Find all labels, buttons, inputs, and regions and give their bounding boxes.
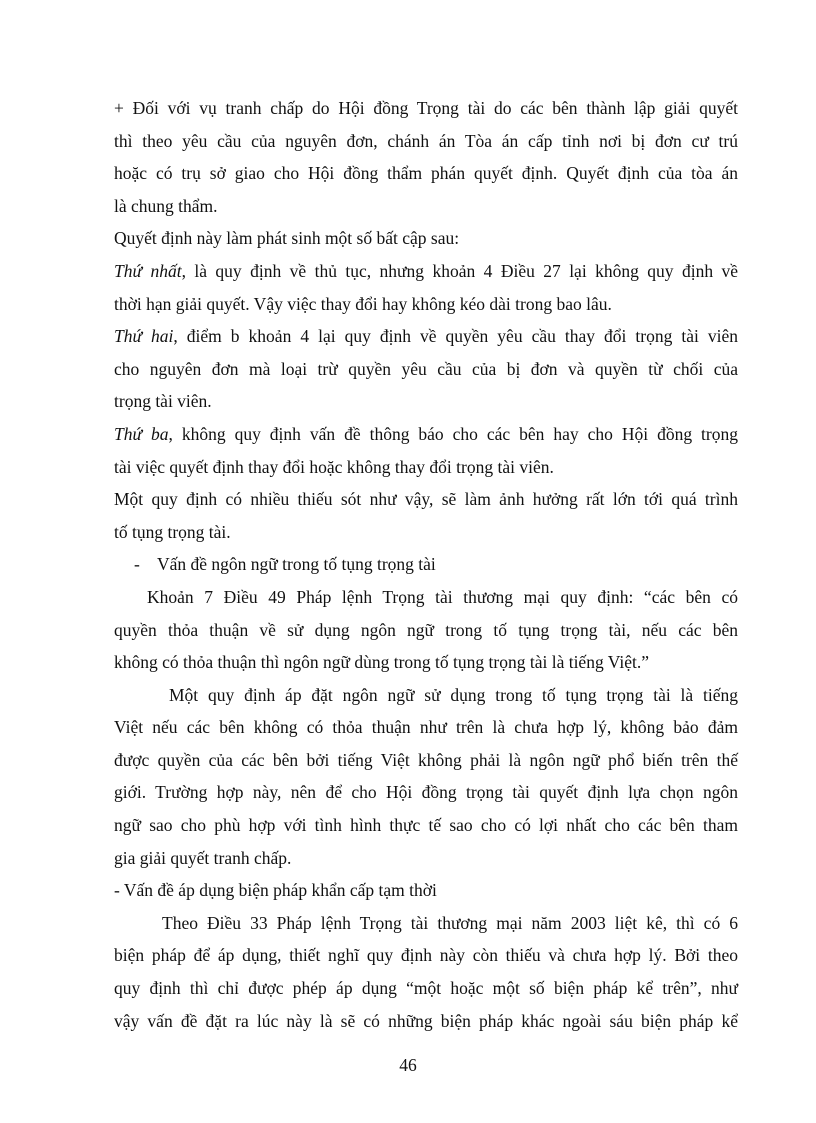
italic-lead: Thứ hai	[114, 326, 174, 347]
text-line: hoặc có trụ sở giao cho Hội đồng thẩm phán quyết định. Quyết định của tòa án	[114, 163, 738, 184]
text-line: tố tụng trọng tài.	[114, 521, 231, 542]
text-line: Một quy định áp đặt ngôn ngữ sử dụng trong tố tụng trọng tài là tiếng	[169, 684, 738, 705]
text-line	[114, 255, 738, 288]
italic-lead: Thứ ba	[114, 423, 169, 444]
text-line: Quyết định này làm phát sinh một số bất cập sau:	[114, 228, 460, 249]
section-heading: - Vấn đề áp dụng biện pháp khẩn cấp tạm thời	[114, 880, 437, 901]
text-line: quy định thì chỉ được phép áp dụng “một hoặc một số biện pháp kể trên”, như	[114, 978, 738, 999]
text-line: thì theo yêu cầu của nguyên đơn, chánh án Tòa án cấp tỉnh nơi bị đơn cư trú	[114, 130, 738, 151]
text-line: vậy vấn đề đặt ra lúc này là sẽ có những biện pháp khác ngoài sáu biện pháp kể	[114, 1010, 738, 1031]
text-line: quyền thỏa thuận về sử dụng ngôn ngữ trong tố tụng trọng tài, nếu các bên	[114, 619, 738, 640]
text-line: Theo Điều 33 Pháp lệnh Trọng tài thương mại năm 2003 liệt kê, thì có 6	[162, 912, 738, 933]
document-page	[114, 92, 738, 1037]
text-run: , là quy định về thủ tục, nhưng khoản 4 Điều 27 lại không quy định về	[181, 260, 739, 281]
text-line: gia giải quyết tranh chấp.	[114, 847, 292, 868]
text-line	[114, 418, 738, 451]
text-run: , điểm b khoản 4 lại quy định về quyền yêu cầu thay đổi trọng tài viên	[173, 326, 738, 347]
text-line: trọng tài viên.	[114, 391, 212, 412]
italic-lead: Thứ nhất	[114, 260, 182, 281]
text-line: được quyền của các bên bởi tiếng Việt không phải là ngôn ngữ phổ biến trên thế	[114, 749, 738, 770]
text-line: Việt nếu các bên không có thỏa thuận như trên là chưa hợp lý, không bảo đảm	[114, 717, 738, 738]
text-run: , không quy định vấn đề thông báo cho các bên hay cho Hội đồng trọng	[168, 423, 738, 444]
text-line: Khoản 7 Điều 49 Pháp lệnh Trọng tài thương mại quy định: “các bên có	[147, 586, 738, 607]
text-line: ngữ sao cho phù hợp với tình hình thực tế sao cho có lợi nhất cho các bên tham	[114, 815, 738, 836]
text-line: tài việc quyết định thay đổi hoặc không thay đổi trọng tài viên.	[114, 456, 554, 477]
text-line: biện pháp để áp dụng, thiết nghĩ quy định này còn thiếu và chưa hợp lý. Bởi theo	[114, 945, 738, 966]
text-line: giới. Trường hợp này, nên để cho Hội đồng trọng tài quyết định lựa chọn ngôn	[114, 782, 738, 803]
text-line	[114, 320, 738, 353]
text-line: cho nguyên đơn mà loại trừ quyền yêu cầu của bị đơn và quyền từ chối của	[114, 358, 738, 379]
text-line: Một quy định có nhiều thiếu sót như vậy, sẽ làm ảnh hưởng rất lớn tới quá trình	[114, 489, 738, 510]
text-line: không có thỏa thuận thì ngôn ngữ dùng trong tố tụng trọng tài là tiếng Việt.”	[114, 652, 649, 673]
section-heading: - Vấn đề ngôn ngữ trong tố tụng trọng tài	[134, 554, 436, 575]
text-line: + Đối với vụ tranh chấp do Hội đồng Trọng tài do các bên thành lập giải quyết	[114, 98, 738, 118]
page-number: 46	[399, 1055, 417, 1075]
text-line: là chung thẩm.	[114, 195, 218, 216]
text-line: thời hạn giải quyết. Vậy việc thay đổi hay không kéo dài trong bao lâu.	[114, 293, 612, 314]
